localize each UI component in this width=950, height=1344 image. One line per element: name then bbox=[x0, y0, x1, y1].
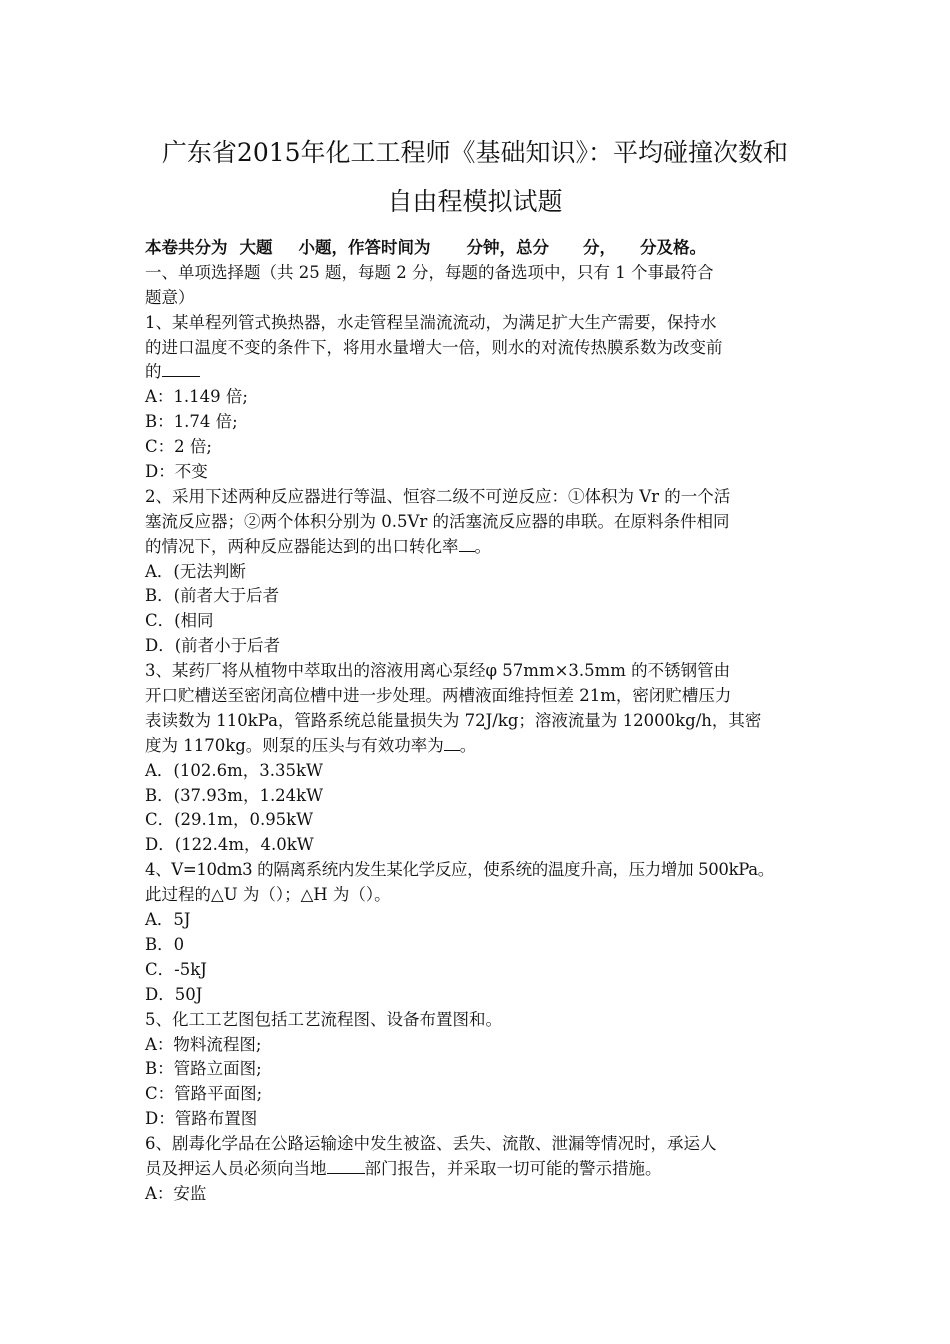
answer-blank bbox=[459, 535, 475, 552]
question-text: 开口贮槽送至密闭高位槽中进一步处理。两槽液面维持恒差 21m，密闭贮槽压力 bbox=[145, 686, 732, 706]
question-text: 的进口温度不变的条件下，将用水量增大一倍，则水的对流传热膜系数为改变前 bbox=[145, 337, 723, 357]
question-text: 度为 1170kg。则泵的压头与有效功率为 。 bbox=[145, 735, 477, 755]
question-text: 6、剧毒化学品在公路运输途中发生被盗、丢失、流散、泄漏等情况时，承运人 bbox=[145, 1134, 717, 1154]
option-b: B：1.74 倍; bbox=[145, 412, 238, 432]
option-a: A．(无法判断 bbox=[145, 561, 246, 581]
option-b: B．(37.93m，1.24kW bbox=[145, 785, 324, 805]
answer-blank bbox=[444, 734, 460, 751]
exam-intro: 本卷共分为 大题 小题，作答时间为 分钟，总分 分， 分及格。 bbox=[145, 238, 706, 257]
option-d: D．(122.4m，4.0kW bbox=[145, 835, 314, 855]
option-d: D．50J bbox=[145, 984, 203, 1004]
option-a: A．(102.6m，3.35kW bbox=[145, 760, 323, 780]
question-text: 4、V=10dm3 的隔离系统内发生某化学反应，使系统的温度升高，压力增加 500kPa。 bbox=[145, 860, 774, 880]
option-b: B．(前者大于后者 bbox=[145, 586, 280, 606]
question-text: 此过程的△U 为（）；△H 为（）。 bbox=[145, 885, 391, 905]
option-c: C．(29.1m，0.95kW bbox=[145, 810, 314, 830]
option-d: D．(前者小于后者 bbox=[145, 636, 281, 656]
question-text: 5、化工工艺图包括工艺流程图、设备布置图和。 bbox=[145, 1009, 502, 1029]
option-a: A．5J bbox=[145, 910, 191, 930]
question-5 bbox=[145, 1008, 817, 1132]
option-d: D：管路布置图 bbox=[145, 1109, 258, 1129]
document-body bbox=[145, 236, 817, 1207]
question-text: 员及押运人员必须向当地 部门报告，并采取一切可能的警示措施。 bbox=[145, 1158, 662, 1178]
option-a: A：物料流程图; bbox=[145, 1034, 262, 1054]
answer-blank bbox=[327, 1157, 365, 1174]
option-b: B．0 bbox=[145, 934, 185, 954]
question-2 bbox=[145, 485, 817, 659]
option-c: C．-5kJ bbox=[145, 959, 207, 979]
section-heading-cont: 题意） bbox=[145, 287, 195, 307]
question-text: 的 bbox=[145, 360, 817, 385]
question-text: 的情况下，两种反应器能达到的出口转化率 。 bbox=[145, 536, 491, 556]
question-text: 1、某单程列管式换热器，水走管程呈湍流流动，为满足扩大生产需要，保持水 bbox=[145, 312, 717, 332]
answer-blank bbox=[162, 360, 200, 377]
option-d: D：不变 bbox=[145, 462, 208, 482]
question-text: 2、采用下述两种反应器进行等温、恒容二级不可逆反应：①体积为 Vr 的一个活 bbox=[145, 486, 731, 506]
option-b: B：管路立面图; bbox=[145, 1059, 262, 1079]
question-text: 表读数为 110kPa，管路系统总能量损失为 72J/kg；溶液流量为 12000kg/h，其密 bbox=[145, 710, 762, 730]
option-c: C：2 倍; bbox=[145, 437, 212, 457]
question-text: 塞流反应器；②两个体积分别为 0.5Vr 的活塞流反应器的串联。在原料条件相同 bbox=[145, 511, 730, 531]
option-c: C：管路平面图; bbox=[145, 1084, 263, 1104]
document-title-line-1: 广东省2015年化工工程师《基础知识》：平均碰撞次数和 bbox=[161, 138, 789, 167]
option-a: A：1.149 倍; bbox=[145, 387, 248, 407]
option-c: C．(相同 bbox=[145, 611, 214, 631]
question-1 bbox=[145, 311, 817, 485]
document-title-line-2: 自由程模拟试题 bbox=[387, 187, 563, 216]
question-6 bbox=[145, 1132, 817, 1207]
option-a: A：安监 bbox=[145, 1183, 207, 1203]
question-text: 3、某药厂将从植物中萃取出的溶液用离心泵经φ 57mm×3.5mm 的不锈钢管由 bbox=[145, 661, 731, 681]
question-3 bbox=[145, 659, 817, 858]
question-4 bbox=[145, 858, 817, 1007]
section-heading: 一、单项选择题（共 25 题，每题 2 分，每题的备选项中，只有 1 个事最符合 bbox=[145, 262, 714, 282]
